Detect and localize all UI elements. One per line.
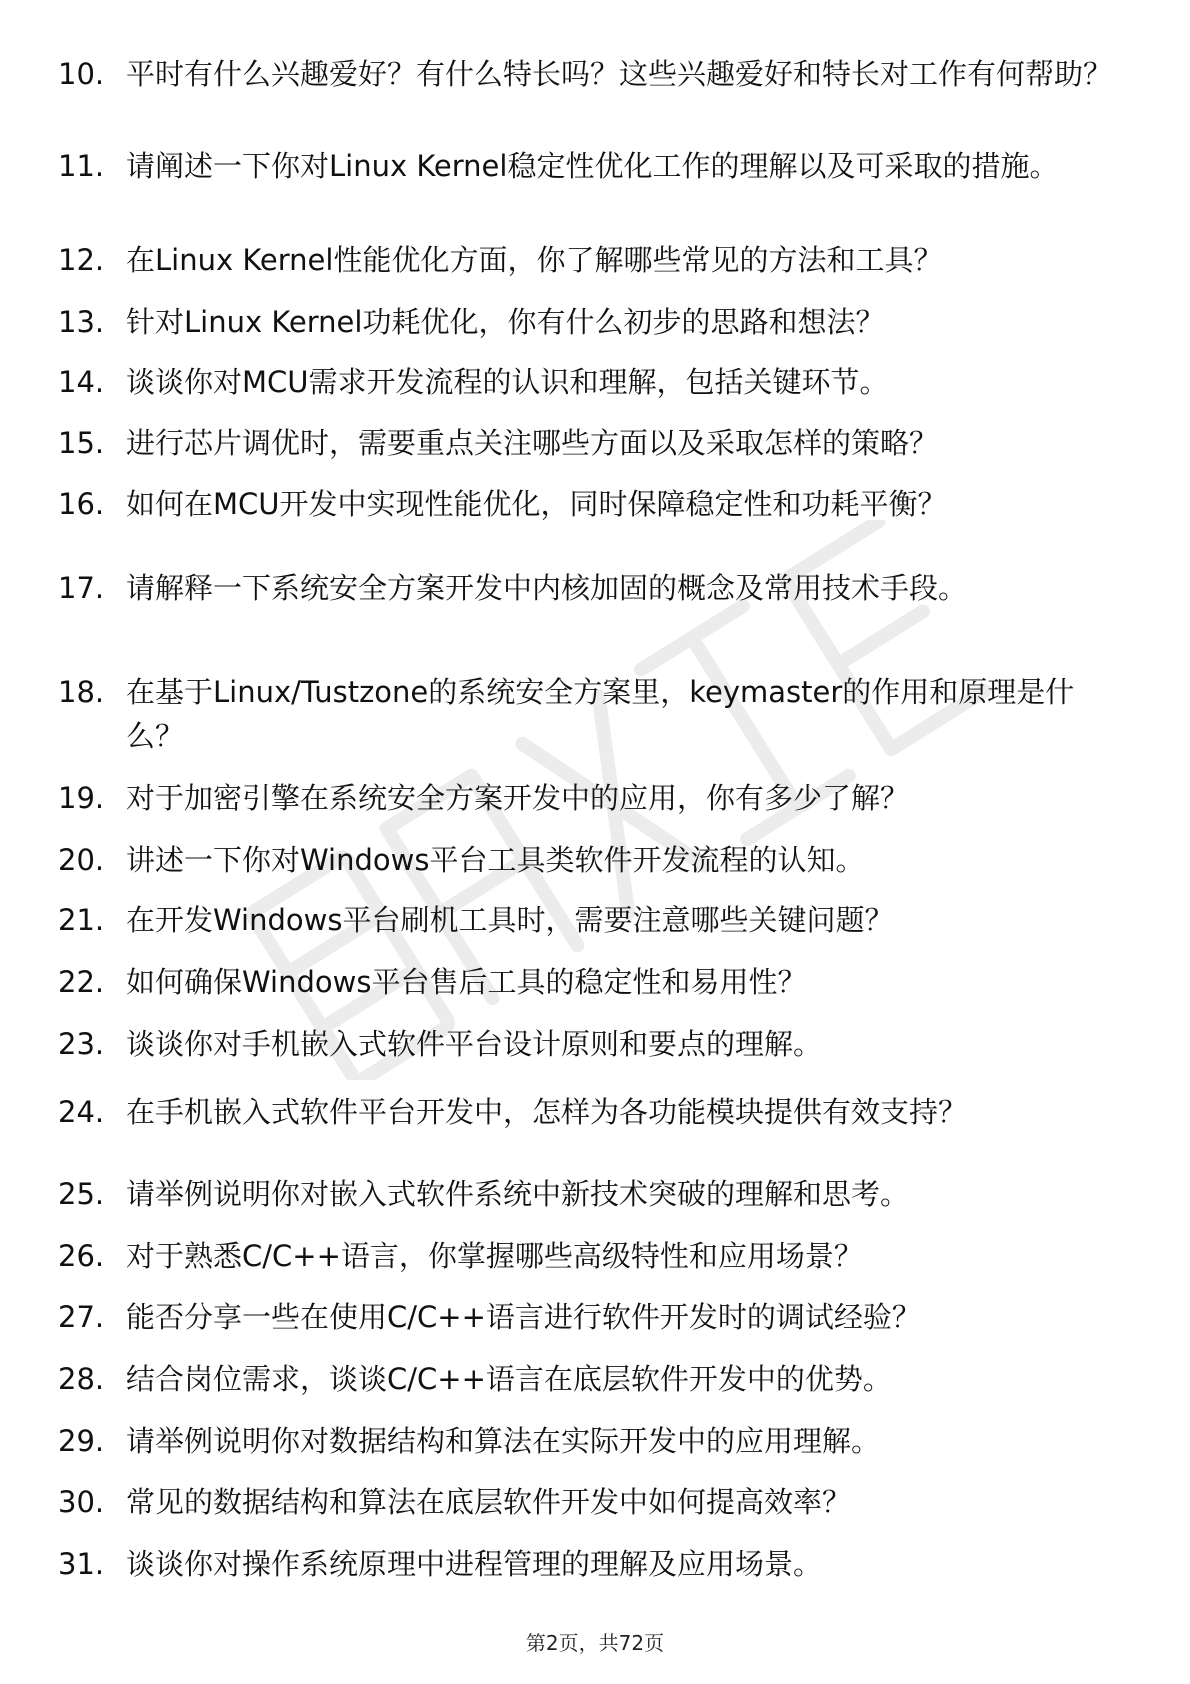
question-number: 29. xyxy=(58,1424,105,1458)
question-text: 请阐述一下你对Linux Kernel稳定性优化工作的理解以及可采取的措施。 xyxy=(126,149,1059,183)
question-number: 22. xyxy=(58,965,105,999)
question-text: 结合岗位需求，谈谈C/C++语言在底层软件开发中的优势。 xyxy=(126,1362,892,1396)
question-number: 23. xyxy=(58,1027,105,1061)
page-number-label: 第2页，共72页 xyxy=(525,1631,665,1655)
question-number: 30. xyxy=(58,1485,105,1519)
question-number: 27. xyxy=(58,1300,105,1334)
question-number: 16. xyxy=(58,487,105,521)
question-number: 24. xyxy=(58,1095,105,1129)
question-number: 18. xyxy=(58,675,105,709)
question-number: 19. xyxy=(58,781,105,815)
question-text: 谈谈你对手机嵌入式软件平台设计原则和要点的理解。 xyxy=(126,1027,823,1061)
question-text: 进行芯片调优时，需要重点关注哪些方面以及采取怎样的策略？ xyxy=(126,426,939,460)
question-number: 21. xyxy=(58,903,105,937)
question-number: 11. xyxy=(58,149,105,183)
question-text: 如何在MCU开发中实现性能优化，同时保障稳定性和功耗平衡？ xyxy=(126,487,947,521)
question-number: 28. xyxy=(58,1362,105,1396)
question-text: 谈谈你对操作系统原理中进程管理的理解及应用场景。 xyxy=(126,1547,823,1581)
question-text: 在基于Linux/Tustzone的系统安全方案里，keymaster的作用和原理是什么？ xyxy=(126,675,1075,753)
question-text: 常见的数据结构和算法在底层软件开发中如何提高效率？ xyxy=(126,1485,852,1519)
question-number: 20. xyxy=(58,843,105,877)
question-text: 在Linux Kernel性能优化方面，你了解哪些常见的方法和工具？ xyxy=(126,243,943,277)
question-text: 针对Linux Kernel功耗优化，你有什么初步的思路和想法？ xyxy=(126,305,885,339)
question-text: 请解释一下系统安全方案开发中内核加固的概念及常用技术手段。 xyxy=(126,571,968,605)
question-text: 平时有什么兴趣爱好？有什么特长吗？这些兴趣爱好和特长对工作有何帮助？ xyxy=(126,57,1113,91)
question-number: 12. xyxy=(58,243,105,277)
question-number: 15. xyxy=(58,426,105,460)
question-text: 请举例说明你对数据结构和算法在实际开发中的应用理解。 xyxy=(126,1424,881,1458)
question-text: 对于熟悉C/C++语言，你掌握哪些高级特性和应用场景？ xyxy=(126,1239,863,1273)
question-text: 讲述一下你对Windows平台工具类软件开发流程的认知。 xyxy=(126,843,865,877)
question-text: 对于加密引擎在系统安全方案开发中的应用，你有多少了解？ xyxy=(126,781,910,815)
question-text: 在开发Windows平台刷机工具时，需要注意哪些关键问题？ xyxy=(126,903,894,937)
question-number: 14. xyxy=(58,365,105,399)
question-number: 31. xyxy=(58,1547,105,1581)
question-text: 如何确保Windows平台售后工具的稳定性和易用性？ xyxy=(126,965,807,999)
question-number: 10. xyxy=(58,57,105,91)
question-number: 17. xyxy=(58,571,105,605)
question-number: 25. xyxy=(58,1177,105,1211)
question-number: 13. xyxy=(58,305,105,339)
question-text: 在手机嵌入式软件平台开发中，怎样为各功能模块提供有效支持？ xyxy=(126,1095,968,1129)
question-text: 请举例说明你对嵌入式软件系统中新技术突破的理解和思考。 xyxy=(126,1177,910,1211)
question-number: 26. xyxy=(58,1239,105,1273)
page-footer xyxy=(0,1630,1190,1656)
question-text: 谈谈你对MCU需求开发流程的认识和理解，包括关键环节。 xyxy=(126,365,889,399)
question-text: 能否分享一些在使用C/C++语言进行软件开发时的调试经验？ xyxy=(126,1300,921,1334)
